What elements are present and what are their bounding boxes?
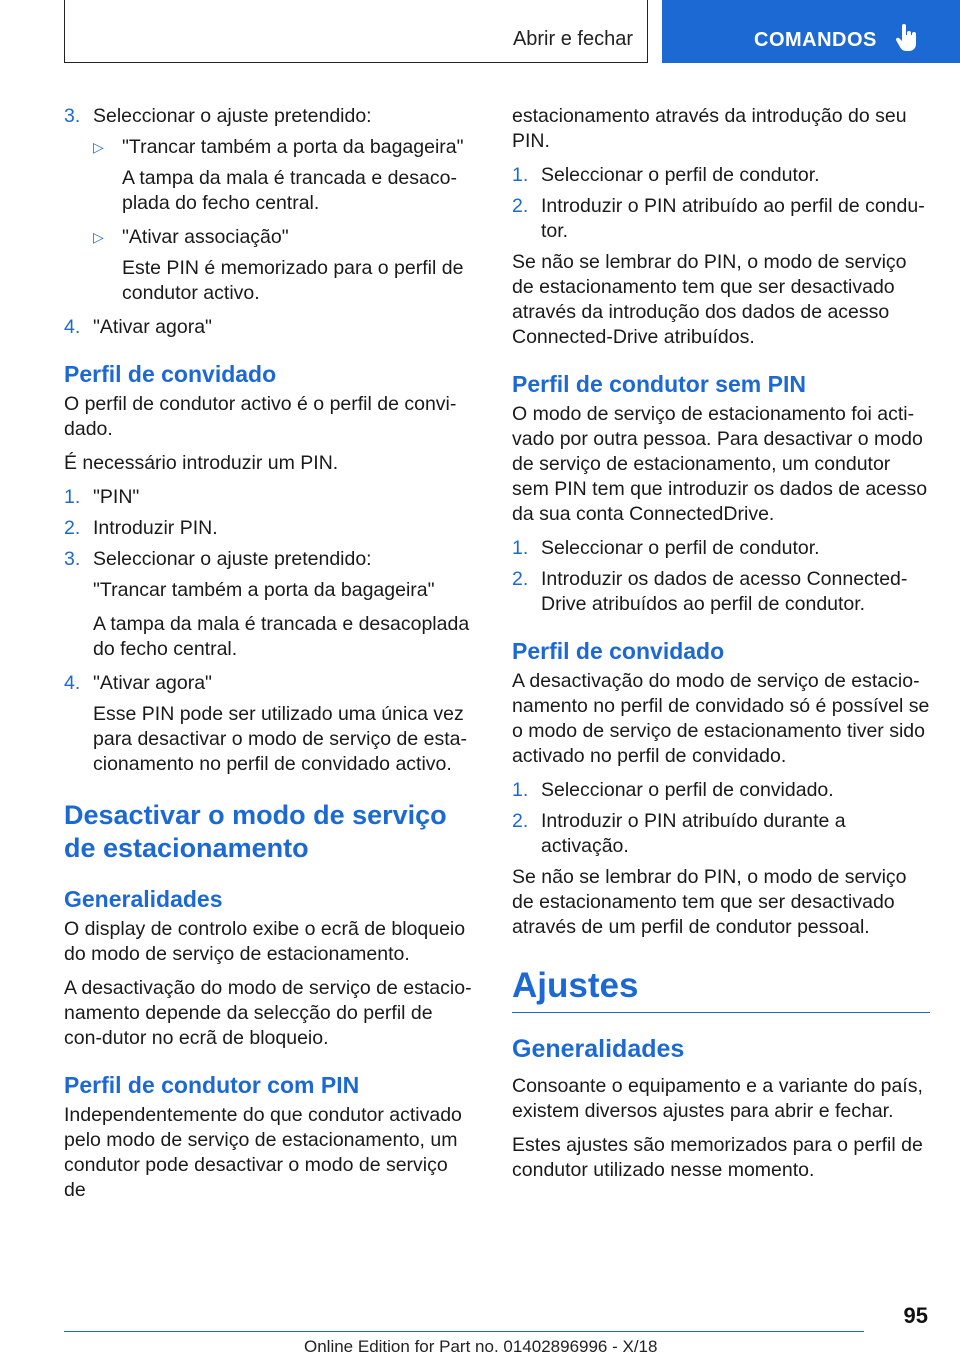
list-item [64, 516, 474, 541]
step-number: 1. [512, 537, 529, 559]
list-item [512, 778, 930, 803]
step-number: 2. [64, 517, 81, 539]
paragraph: É necessário introduzir um PIN. [64, 452, 339, 474]
step-number: 4. [64, 672, 81, 694]
step-text: Introduzir o PIN atribuído ao perfil de condu-tor. [541, 195, 925, 242]
step-detail: "Trancar também a porta da bagageira" [93, 579, 435, 601]
section-heading: Generalidades [64, 886, 223, 912]
footer-edition-text: Online Edition for Part no. 01402896996 - X/18 [304, 1337, 658, 1356]
section-heading: Perfil de convidado [64, 361, 277, 387]
list-item [64, 671, 474, 696]
triangle-bullet-icon: ▷ [93, 139, 104, 155]
paragraph: Se não se lembrar do PIN, o modo de serviço de estacionamento tem que ser desactivado através da introdução dos dados de acesso Connected-Drive atribuídos. [512, 251, 907, 348]
step-number: 1. [512, 164, 529, 186]
section-heading: Perfil de condutor sem PIN [512, 371, 806, 397]
paragraph: Estes ajustes são memorizados para o perfil de condutor utilizado nesse momento. [512, 1134, 923, 1181]
step-number: 2. [512, 568, 529, 590]
triangle-bullet-icon: ▷ [93, 229, 104, 245]
step-detail: A tampa da mala é trancada e desacoplada do fecho central. [93, 613, 470, 660]
option-text: "Ativar associação" [122, 226, 289, 248]
step-text: Seleccionar o perfil de convidado. [541, 779, 834, 801]
paragraph: O display de controlo exibe o ecrã de bloqueio do modo de serviço de estacionamento. [64, 918, 466, 965]
step-number: 2. [512, 810, 529, 832]
chapter-heading: Ajustes [512, 962, 930, 1013]
left-column [64, 104, 474, 1212]
chapter-title: COMANDOS [754, 29, 877, 51]
chapter-heading: Desactivar o modo de serviço de estacionamento [64, 800, 447, 863]
list-item [512, 163, 930, 188]
list-item [512, 194, 930, 244]
paragraph: Independentemente do que condutor activado pelo modo de serviço de estacionamento, um condutor pode desactivar o modo de serviço de [64, 1104, 462, 1201]
page-number: 95 [903, 1303, 928, 1328]
option-description: A tampa da mala é trancada e desaco-plada do fecho central. [122, 167, 457, 214]
header-chapter-tab [662, 0, 960, 63]
step-text: "Ativar agora" [93, 672, 212, 694]
option-description: Este PIN é memorizado para o perfil de condutor activo. [122, 257, 464, 304]
step-number: 3. [64, 105, 81, 127]
step-text: Introduzir PIN. [93, 517, 218, 539]
step-text: Introduzir os dados de acesso Connected-Drive atribuídos ao perfil de condutor. [541, 568, 908, 615]
section-heading: Perfil de condutor com PIN [64, 1072, 360, 1098]
step-text: Seleccionar o ajuste pretendido: [93, 548, 372, 570]
section-heading: Generalidades [512, 1035, 685, 1063]
list-item [512, 536, 930, 561]
list-item [64, 547, 474, 572]
paragraph: Consoante o equipamento e a variante do país, existem diversos ajustes para abrir e fechar. [512, 1075, 923, 1122]
step-number: 1. [64, 486, 81, 508]
list-item [512, 567, 930, 617]
list-item [64, 225, 474, 250]
step-number: 3. [64, 548, 81, 570]
paragraph: O modo de serviço de estacionamento foi acti-vado por outra pessoa. Para desactivar o modo de serviço de estacionamento, um condutor sem PIN tem que introduzir os dados de acesso da sua conta ConnectedDrive. [512, 403, 928, 525]
list-item [512, 809, 930, 859]
paragraph: A desactivação do modo de serviço de estacio-namento no perfil de convidado só é possível se o modo de serviço de estacionamento tiver sido activado no perfil de convidado. [512, 670, 930, 767]
step-number: 4. [64, 316, 81, 338]
header-section-tab [64, 0, 648, 63]
list-item [64, 485, 474, 510]
step-number: 1. [512, 779, 529, 801]
paragraph: A desactivação do modo de serviço de estacio-namento depende da selecção do perfil de con-dutor no ecrã de bloqueio. [64, 977, 472, 1049]
paragraph: O perfil de condutor activo é o perfil de convi-dado. [64, 393, 457, 440]
right-column [512, 104, 930, 1192]
step-number: 2. [512, 195, 529, 217]
section-title: Abrir e fechar [512, 28, 633, 50]
paragraph: estacionamento através da introdução do seu PIN. [512, 105, 907, 152]
footer-divider [64, 1331, 864, 1332]
step-text: Seleccionar o perfil de condutor. [541, 164, 820, 186]
step-text: Introduzir o PIN atribuído durante a activação. [541, 810, 846, 857]
list-item [64, 135, 474, 160]
step-detail: Esse PIN pode ser utilizado uma única vez para desactivar o modo de serviço de esta-cionamento no perfil de convidado activo. [93, 703, 467, 775]
section-heading: Perfil de convidado [512, 638, 725, 664]
option-text: "Trancar também a porta da bagageira" [122, 136, 464, 158]
paragraph: Se não se lembrar do PIN, o modo de serviço de estacionamento tem que ser desactivado através de um perfil de condutor pessoal. [512, 866, 907, 938]
step-text: Seleccionar o perfil de condutor. [541, 537, 820, 559]
step-text: Seleccionar o ajuste pretendido: [93, 105, 372, 127]
hand-pointer-icon [896, 24, 918, 52]
step-text: "Ativar agora" [93, 316, 212, 338]
list-item [64, 315, 474, 340]
step-text: "PIN" [93, 486, 140, 508]
list-item [64, 104, 474, 129]
